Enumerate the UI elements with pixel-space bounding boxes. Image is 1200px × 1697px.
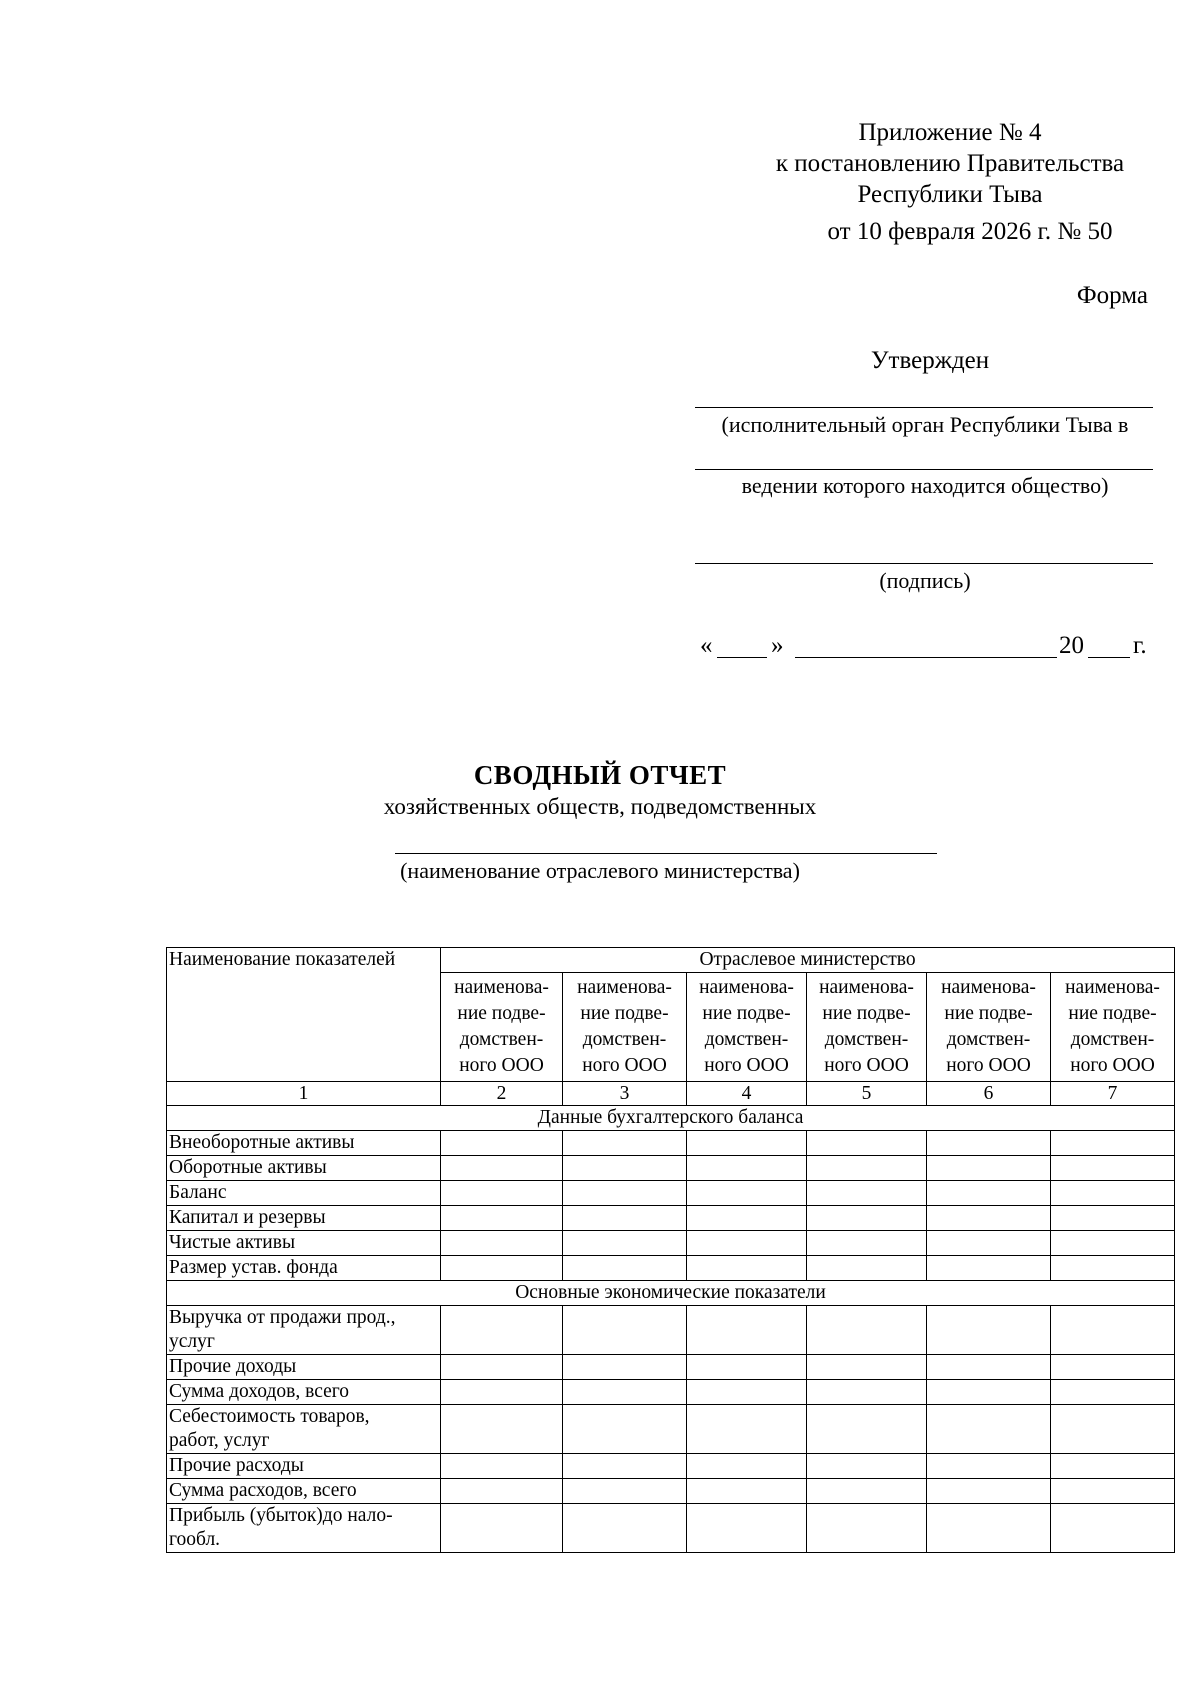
data-cell <box>687 1355 807 1380</box>
table-row <box>167 1405 1175 1454</box>
data-cell <box>807 1405 927 1454</box>
data-cell <box>1051 1504 1175 1553</box>
resolution-label: к постановлению Правительства <box>775 150 1125 177</box>
row-label: Прибыль (убыток)до нало- гообл. <box>167 1504 441 1553</box>
ministry-group-header: Отраслевое министерство <box>441 948 1175 973</box>
form-label: Форма <box>1076 282 1148 309</box>
data-cell <box>687 1405 807 1454</box>
data-cell <box>563 1181 687 1206</box>
signature-line <box>695 563 1153 564</box>
report-table <box>166 947 1175 1553</box>
table-row <box>167 1306 1175 1355</box>
year-suffix: г. <box>1133 632 1147 659</box>
row-label: Прочие расходы <box>167 1454 441 1479</box>
data-cell <box>441 1479 563 1504</box>
month-blank <box>795 657 1057 658</box>
row-label: Сумма расходов, всего <box>167 1479 441 1504</box>
column-number: 6 <box>927 1082 1051 1106</box>
year-blank <box>1088 657 1130 658</box>
data-cell <box>441 1380 563 1405</box>
data-cell <box>687 1306 807 1355</box>
data-cell <box>687 1256 807 1281</box>
data-cell <box>441 1181 563 1206</box>
data-cell <box>927 1181 1051 1206</box>
data-cell <box>687 1380 807 1405</box>
date-close-quote: » <box>771 632 784 659</box>
table-row <box>167 1380 1175 1405</box>
data-cell <box>1051 1355 1175 1380</box>
data-cell <box>927 1355 1051 1380</box>
row-label: Капитал и резервы <box>167 1206 441 1231</box>
row-label: Сумма доходов, всего <box>167 1380 441 1405</box>
approver-caption-2: ведении которого находится общество) <box>741 473 1109 498</box>
row-label: Чистые активы <box>167 1231 441 1256</box>
table-row <box>167 1131 1175 1156</box>
column-number: 4 <box>687 1082 807 1106</box>
data-cell <box>687 1231 807 1256</box>
data-cell <box>687 1131 807 1156</box>
data-cell <box>441 1256 563 1281</box>
data-cell <box>441 1454 563 1479</box>
appendix-label: Приложение № 4 <box>858 119 1042 146</box>
data-cell <box>563 1131 687 1156</box>
data-cell <box>1051 1380 1175 1405</box>
data-cell <box>807 1206 927 1231</box>
day-blank <box>717 657 767 658</box>
data-cell <box>441 1156 563 1181</box>
data-cell <box>563 1504 687 1553</box>
table-row <box>167 1479 1175 1504</box>
company-name-header-3: наименова- ние подве- домствен- ного ООО <box>563 973 687 1082</box>
data-cell <box>687 1156 807 1181</box>
data-cell <box>563 1454 687 1479</box>
data-cell <box>927 1256 1051 1281</box>
company-name-header-5: наименова- ние подве- домствен- ного ООО <box>807 973 927 1082</box>
column-number: 1 <box>167 1082 441 1106</box>
row-label: Себестоимость товаров, работ, услуг <box>167 1405 441 1454</box>
data-cell <box>807 1181 927 1206</box>
ministry-line <box>395 853 937 854</box>
data-cell <box>441 1231 563 1256</box>
republic-label: Республики Тыва <box>857 181 1043 208</box>
column-number: 7 <box>1051 1082 1175 1106</box>
data-cell <box>441 1504 563 1553</box>
signature-caption: (подпись) <box>879 568 971 593</box>
data-cell <box>687 1479 807 1504</box>
data-cell <box>1051 1156 1175 1181</box>
data-cell <box>1051 1131 1175 1156</box>
data-cell <box>563 1306 687 1355</box>
data-cell <box>441 1131 563 1156</box>
year-prefix: 20 <box>1059 632 1084 659</box>
data-cell <box>1051 1479 1175 1504</box>
row-label: Прочие доходы <box>167 1355 441 1380</box>
data-cell <box>1051 1306 1175 1355</box>
column-number: 3 <box>563 1082 687 1106</box>
data-cell <box>563 1355 687 1380</box>
data-cell <box>807 1131 927 1156</box>
table-row <box>167 1206 1175 1231</box>
company-name-header-2: наименова- ние подве- домствен- ного ООО <box>441 973 563 1082</box>
data-cell <box>1051 1231 1175 1256</box>
data-cell <box>807 1454 927 1479</box>
ministry-caption: (наименование отраслевого министерства) <box>400 858 800 883</box>
data-cell <box>927 1504 1051 1553</box>
table-row <box>167 1156 1175 1181</box>
data-cell <box>441 1355 563 1380</box>
data-cell <box>927 1131 1051 1156</box>
data-cell <box>1051 1206 1175 1231</box>
table-row <box>167 1355 1175 1380</box>
company-name-header-6: наименова- ние подве- домствен- ного ООО <box>927 973 1051 1082</box>
data-cell <box>927 1231 1051 1256</box>
data-cell <box>687 1206 807 1231</box>
column-number: 5 <box>807 1082 927 1106</box>
data-cell <box>687 1454 807 1479</box>
data-cell <box>441 1306 563 1355</box>
data-cell <box>687 1181 807 1206</box>
row-label: Оборотные активы <box>167 1156 441 1181</box>
data-cell <box>807 1156 927 1181</box>
approver-line-2 <box>695 469 1153 470</box>
company-name-header-7: наименова- ние подве- домствен- ного ООО <box>1051 973 1175 1082</box>
data-cell <box>1051 1256 1175 1281</box>
column-number: 2 <box>441 1082 563 1106</box>
approved-label: Утвержден <box>870 347 990 374</box>
data-cell <box>441 1206 563 1231</box>
data-cell <box>1051 1181 1175 1206</box>
data-cell <box>563 1405 687 1454</box>
data-cell <box>563 1231 687 1256</box>
report-title: СВОДНЫЙ ОТЧЕТ <box>473 760 727 790</box>
data-cell <box>563 1156 687 1181</box>
data-cell <box>927 1454 1051 1479</box>
data-cell <box>807 1256 927 1281</box>
section-economic-header: Основные экономические показатели <box>167 1281 1175 1306</box>
data-cell <box>807 1355 927 1380</box>
table-row <box>167 1504 1175 1553</box>
data-cell <box>687 1504 807 1553</box>
data-cell <box>563 1380 687 1405</box>
data-cell <box>927 1380 1051 1405</box>
data-cell <box>441 1405 563 1454</box>
company-name-header-4: наименова- ние подве- домствен- ного ООО <box>687 973 807 1082</box>
date-number-label: от 10 февраля 2026 г. № 50 <box>827 218 1113 245</box>
approver-line-1 <box>695 407 1153 408</box>
table-row <box>167 1454 1175 1479</box>
data-cell <box>1051 1454 1175 1479</box>
table-row <box>167 1256 1175 1281</box>
indicator-name-header: Наименование показателей <box>167 948 441 1082</box>
data-cell <box>927 1306 1051 1355</box>
data-cell <box>1051 1405 1175 1454</box>
section-balance-header: Данные бухгалтерского баланса <box>167 1106 1175 1131</box>
data-cell <box>927 1405 1051 1454</box>
data-cell <box>927 1156 1051 1181</box>
data-cell <box>927 1479 1051 1504</box>
date-open-quote: « <box>700 632 713 659</box>
row-label: Баланс <box>167 1181 441 1206</box>
table-row <box>167 1181 1175 1206</box>
data-cell <box>927 1206 1051 1231</box>
row-label: Выручка от продажи прод., услуг <box>167 1306 441 1355</box>
column-number-row <box>167 1082 1175 1106</box>
data-cell <box>807 1380 927 1405</box>
data-cell <box>807 1231 927 1256</box>
data-cell <box>807 1504 927 1553</box>
data-cell <box>807 1479 927 1504</box>
data-cell <box>563 1206 687 1231</box>
data-cell <box>807 1306 927 1355</box>
data-cell <box>563 1479 687 1504</box>
table-row <box>167 1231 1175 1256</box>
row-label: Размер устав. фонда <box>167 1256 441 1281</box>
row-label: Внеоборотные активы <box>167 1131 441 1156</box>
data-cell <box>563 1256 687 1281</box>
approver-caption-1: (исполнительный орган Республики Тыва в <box>721 412 1129 437</box>
report-subtitle: хозяйственных обществ, подведомственных <box>383 794 817 819</box>
